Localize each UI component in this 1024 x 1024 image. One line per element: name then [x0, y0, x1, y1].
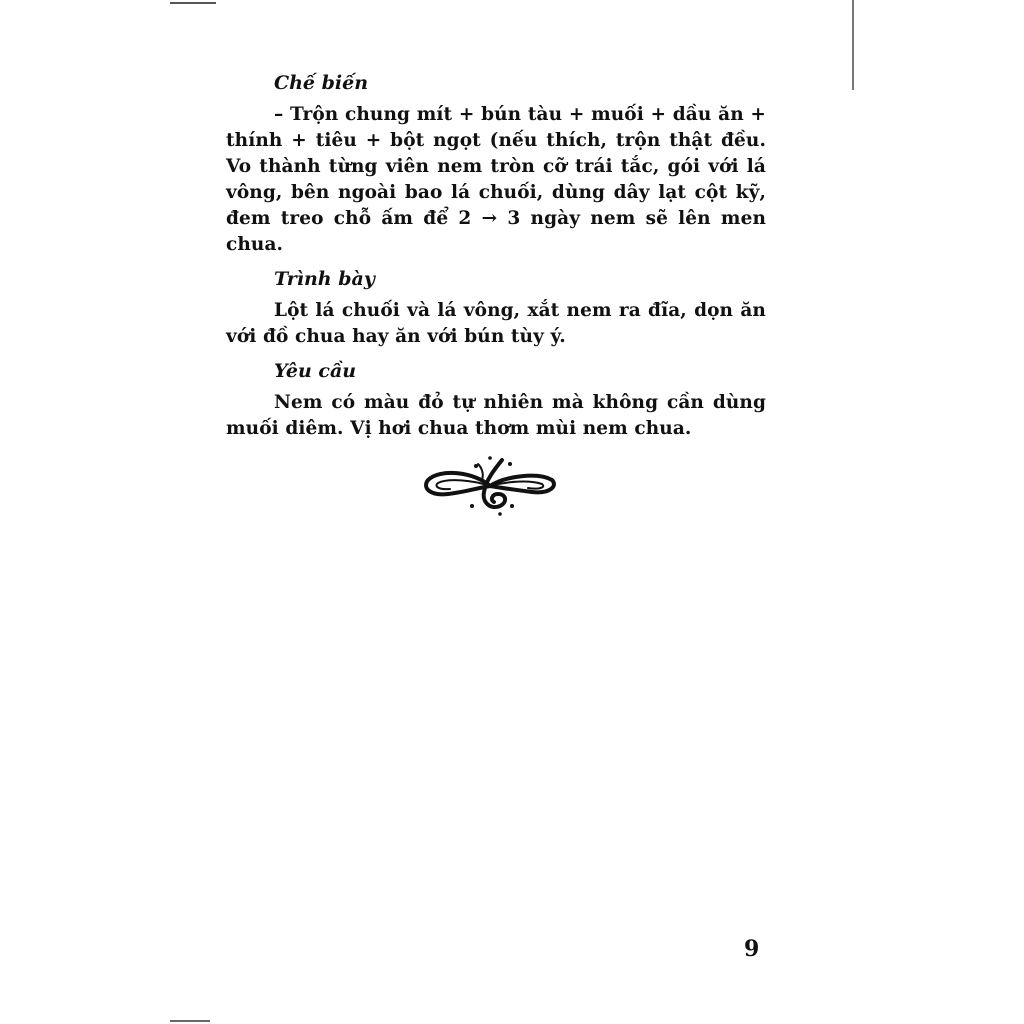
- section-paragraph: Lột lá chuối và lá vông, xắt nem ra đĩa, dọn ăn với đồ chua hay ăn với bún tùy ý.: [226, 300, 766, 347]
- flourish-ornament-icon: [420, 450, 560, 520]
- section-che-bien: [226, 70, 766, 258]
- section-paragraph: – Trộn chung mít + bún tàu + muối + dầu ăn + thính + tiêu + bột ngọt (nếu thích, trộn thật đều. Vo thành từng viên nem tròn cỡ trái tắc, gói với lá vông, bên ngoài bao lá chuối, dùng dây lạt cột kỹ, đem treo chỗ ấm để 2 → 3 ngày nem sẽ lên men chua.: [226, 104, 766, 255]
- section-yeu-cau: [226, 358, 766, 442]
- scan-edge-line-right: [852, 0, 854, 90]
- section-heading: Chế biến: [274, 72, 369, 94]
- scan-edge-line-top: [170, 2, 216, 4]
- page-number: 9: [744, 936, 760, 962]
- section-heading: Yêu cầu: [274, 360, 357, 382]
- scan-edge-line-bottom: [170, 1020, 210, 1022]
- page-content: [226, 70, 766, 450]
- section-heading: Trình bày: [274, 268, 375, 290]
- section-trinh-bay: [226, 266, 766, 350]
- section-paragraph: Nem có màu đỏ tự nhiên mà không cần dùng muối diêm. Vị hơi chua thơm mùi nem chua.: [226, 392, 766, 439]
